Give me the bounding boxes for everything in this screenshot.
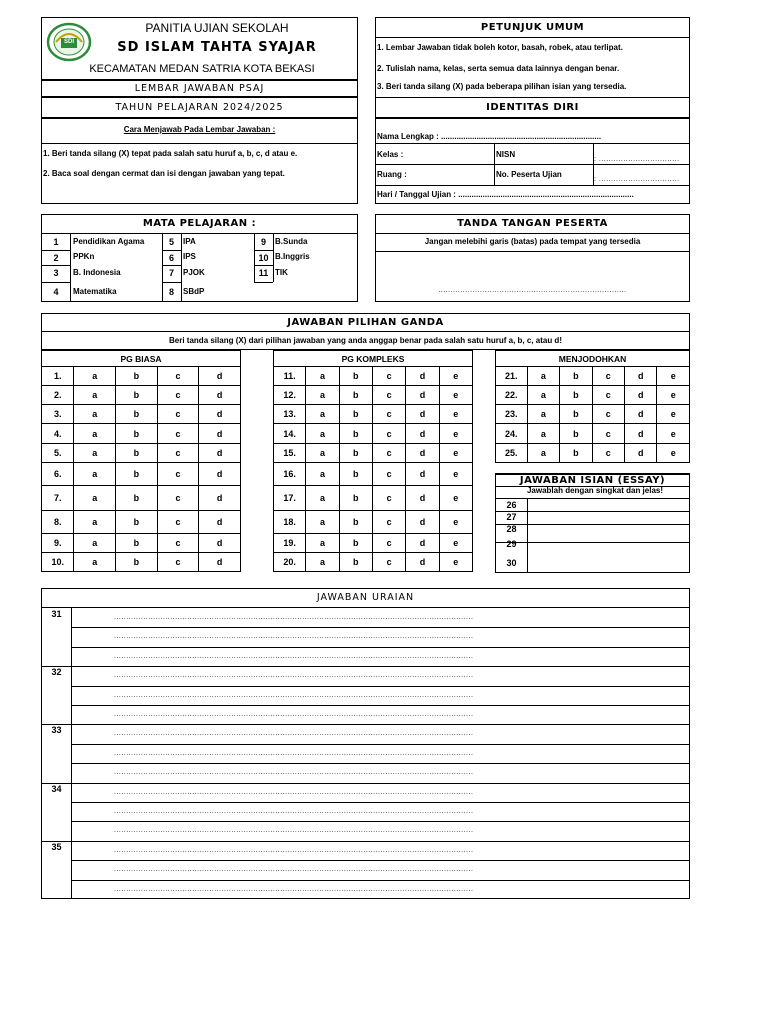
answer-row — [42, 424, 241, 444]
table-title: PG BIASA — [42, 351, 241, 367]
description-title: JAWABAN URAIAN — [41, 588, 690, 608]
answer-option-b[interactable]: b — [116, 463, 158, 486]
answer-row — [496, 444, 690, 463]
question-number: 24. — [496, 424, 528, 444]
answer-option-a[interactable]: a — [74, 424, 116, 444]
description-number: 34 — [51, 783, 62, 794]
answer-row — [496, 424, 690, 444]
subject-name: PPKn — [73, 252, 95, 261]
instruction-3: 3. Beri tanda silang (X) pada beberapa pilihan isian yang tersedia. — [377, 82, 627, 91]
description-answer-line[interactable]: ................................................................................................................................................... — [114, 652, 474, 660]
how-to-title: Cara Menjawab Pada Lembar Jawaban : — [123, 125, 276, 134]
answer-row — [274, 444, 473, 463]
signature-note: Jangan melebihi garis (batas) pada tempat yang tersedia — [424, 237, 641, 246]
answer-option-a[interactable]: a — [74, 367, 116, 386]
answer-row — [274, 424, 473, 444]
description-answer-line[interactable]: ................................................................................................................................................... — [114, 711, 474, 718]
answer-row — [42, 386, 241, 405]
subjects-box — [41, 233, 358, 302]
answer-option-a[interactable]: a — [74, 511, 116, 534]
answer-option-c[interactable]: c — [372, 367, 405, 386]
answer-option-b[interactable]: b — [339, 534, 372, 553]
question-number: 17. — [274, 486, 306, 511]
answer-option-e[interactable]: e — [439, 405, 472, 424]
answer-option-c[interactable]: c — [372, 424, 405, 444]
date-field[interactable]: Hari / Tanggal Ujian : ............................................................................... — [377, 190, 634, 199]
answer-option-b[interactable]: b — [116, 444, 158, 463]
question-number: 20. — [274, 553, 306, 572]
description-answer-line[interactable]: ................................................................................................................................................... — [114, 885, 474, 893]
answer-option-c[interactable]: c — [592, 405, 624, 424]
answer-option-a[interactable]: a — [527, 386, 559, 405]
answer-option-d[interactable]: d — [199, 367, 241, 386]
answer-option-d[interactable]: d — [199, 444, 241, 463]
question-number: 14. — [274, 424, 306, 444]
subject-name[interactable]: IPA — [183, 237, 196, 246]
answer-option-b[interactable]: b — [560, 444, 592, 463]
essay-box — [495, 486, 690, 573]
general-instructions-title: PETUNJUK UMUM — [375, 17, 690, 38]
answer-option-a[interactable]: a — [306, 534, 339, 553]
logo-text: SDI — [63, 39, 74, 45]
answer-option-c[interactable]: c — [592, 367, 624, 386]
answer-option-d[interactable]: d — [406, 553, 439, 572]
question-number: 16. — [274, 463, 306, 486]
how-to-step-1: 1. Beri tanda silang (X) tepat pada salah satu huruf a, b, c, d atau e. — [43, 149, 298, 158]
question-number: 2. — [42, 386, 74, 405]
answer-option-b[interactable]: b — [339, 553, 372, 572]
question-number: 22. — [496, 386, 528, 405]
answer-row — [274, 511, 473, 534]
school-header — [41, 17, 358, 80]
answer-row — [42, 444, 241, 463]
subject-no: 7 — [168, 268, 174, 278]
nisn-field[interactable]: : ................................. — [594, 156, 680, 163]
answer-option-a[interactable]: a — [527, 444, 559, 463]
description-number: 35 — [51, 841, 62, 852]
description-answer-line[interactable]: ................................................................................................................................................... — [114, 846, 474, 854]
table-title: PG KOMPLEKS — [274, 351, 473, 367]
answer-option-c[interactable]: c — [157, 386, 199, 405]
answer-option-d[interactable]: d — [199, 424, 241, 444]
answer-option-b[interactable]: b — [116, 486, 158, 511]
answer-option-d[interactable]: d — [199, 386, 241, 405]
answer-option-b[interactable]: b — [339, 511, 372, 534]
mc-instruction: Beri tanda silang (X) dari pilihan jawaban yang anda anggap benar pada salah satu huruf a, b, c, atau d! — [41, 331, 690, 350]
answer-option-b[interactable]: b — [339, 424, 372, 444]
subject-no: 4 — [53, 287, 59, 297]
question-number: 12. — [274, 386, 306, 405]
essay-no: 26 — [506, 500, 517, 510]
identity-box — [375, 118, 690, 204]
answer-option-e[interactable]: e — [657, 444, 690, 463]
question-number: 25. — [496, 444, 528, 463]
answer-option-c[interactable]: c — [592, 386, 624, 405]
answer-option-d[interactable]: d — [625, 405, 657, 424]
answer-option-d[interactable]: d — [406, 463, 439, 486]
subject-name: Matematika — [73, 287, 117, 296]
school-name: SD ISLAM TAHTA SYAJAR — [117, 40, 317, 55]
name-field[interactable]: Nama Lengkap : ........................................................................ — [377, 132, 602, 141]
essay-title: JAWABAN ISIAN (ESSAY) — [495, 473, 690, 487]
question-number: 3. — [42, 405, 74, 424]
description-answer-line[interactable]: ................................................................................................................................................... — [114, 866, 474, 874]
answer-option-b[interactable]: b — [339, 444, 372, 463]
question-number: 8. — [42, 511, 74, 534]
answer-option-a[interactable]: a — [527, 424, 559, 444]
exam-no-label: No. Peserta Ujian — [496, 170, 562, 179]
subject-no: 1 — [53, 237, 59, 247]
answer-option-b[interactable]: b — [339, 386, 372, 405]
description-answer-line[interactable]: ................................................................................................................................................... — [114, 788, 474, 796]
answer-option-d[interactable]: d — [199, 486, 241, 511]
answer-option-b[interactable]: b — [116, 424, 158, 444]
essay-answer-field[interactable] — [528, 499, 689, 511]
answer-option-b[interactable]: b — [339, 486, 372, 511]
description-answer-line[interactable]: ................................................................................................................................................... — [114, 730, 474, 738]
description-number: 31 — [51, 609, 62, 619]
essay-answer-field[interactable] — [528, 512, 689, 524]
answer-option-a[interactable]: a — [306, 405, 339, 424]
answer-option-c[interactable]: c — [592, 424, 624, 444]
answer-option-a[interactable]: a — [74, 553, 116, 572]
school-district: KECAMATAN MEDAN SATRIA KOTA BEKASI — [89, 63, 315, 75]
answer-option-c[interactable]: c — [372, 511, 405, 534]
question-number: 10. — [42, 553, 74, 572]
description-box — [41, 607, 690, 899]
answer-option-c[interactable]: c — [372, 486, 405, 511]
answer-option-b[interactable]: b — [116, 534, 158, 553]
question-number: 5. — [42, 444, 74, 463]
pg-biasa-table — [41, 350, 241, 572]
general-instructions — [375, 38, 690, 98]
answer-option-b[interactable]: b — [339, 463, 372, 486]
answer-option-e[interactable]: e — [657, 405, 690, 424]
answer-option-c[interactable]: c — [157, 463, 199, 486]
answer-option-b[interactable]: b — [116, 511, 158, 534]
answer-option-a[interactable]: a — [527, 367, 559, 386]
answer-row — [274, 405, 473, 424]
answer-option-d[interactable]: d — [406, 486, 439, 511]
answer-option-e[interactable]: e — [657, 424, 690, 444]
answer-row — [274, 367, 473, 386]
answer-option-d[interactable]: d — [625, 386, 657, 405]
answer-option-e[interactable]: e — [439, 424, 472, 444]
answer-row — [274, 486, 473, 511]
answer-option-d[interactable]: d — [625, 424, 657, 444]
answer-option-e[interactable]: e — [439, 386, 472, 405]
answer-option-e[interactable]: e — [439, 553, 472, 572]
signature-box[interactable] — [375, 233, 690, 302]
class-field[interactable]: Kelas : — [377, 150, 404, 159]
question-number: 4. — [42, 424, 74, 444]
pg-kompleks-table — [273, 350, 473, 572]
description-answer-line[interactable]: ................................................................................................................................................... — [114, 769, 474, 777]
essay-no: 30 — [506, 558, 517, 568]
answer-option-e[interactable]: e — [439, 534, 472, 553]
answer-row — [274, 463, 473, 486]
subject-no: 9 — [260, 237, 266, 247]
answer-row — [496, 367, 690, 386]
answer-option-d[interactable]: d — [199, 511, 241, 534]
answer-option-c[interactable]: c — [157, 405, 199, 424]
answer-option-c[interactable]: c — [157, 486, 199, 511]
nisn-label: NISN — [496, 150, 516, 159]
table-title: MENJODOHKAN — [496, 351, 690, 367]
question-number: 18. — [274, 511, 306, 534]
answer-option-a[interactable]: a — [306, 367, 339, 386]
answer-row — [496, 405, 690, 424]
subject-name: B. Indonesia — [73, 268, 121, 277]
subject-no: 8 — [168, 287, 174, 297]
subject-no: 2 — [53, 253, 59, 263]
answer-row — [42, 511, 241, 534]
answer-option-b[interactable]: b — [560, 405, 592, 424]
answer-option-d[interactable]: d — [199, 405, 241, 424]
essay-no: 29 — [506, 539, 517, 549]
answer-option-b[interactable]: b — [339, 405, 372, 424]
answer-option-a[interactable]: a — [306, 553, 339, 572]
answer-row — [42, 553, 241, 572]
question-number: 13. — [274, 405, 306, 424]
answer-option-b[interactable]: b — [116, 405, 158, 424]
subject-name[interactable]: B.Sunda — [275, 237, 308, 246]
subject-name[interactable]: PJOK — [183, 268, 205, 277]
answer-option-a[interactable]: a — [306, 424, 339, 444]
answer-row — [42, 367, 241, 386]
exam-no-field[interactable]: : ................................. — [594, 176, 680, 183]
answer-option-d[interactable]: d — [406, 386, 439, 405]
how-to-step-2: 2. Baca soal dengan cermat dan isi dengan jawaban yang tepat. — [43, 169, 285, 178]
answer-row — [274, 386, 473, 405]
question-number: 15. — [274, 444, 306, 463]
matching-table — [495, 350, 690, 463]
subject-no: 10 — [258, 253, 269, 263]
answer-option-a[interactable]: a — [74, 534, 116, 553]
answer-option-a[interactable]: a — [74, 463, 116, 486]
question-number: 6. — [42, 463, 74, 486]
answer-row — [496, 386, 690, 405]
essay-answer-field[interactable] — [528, 557, 689, 573]
signature-line[interactable]: ............................................................................. — [438, 287, 627, 294]
answer-option-b[interactable]: b — [560, 424, 592, 444]
question-number: 19. — [274, 534, 306, 553]
answer-option-a[interactable]: a — [306, 386, 339, 405]
question-number: 9. — [42, 534, 74, 553]
answer-option-a[interactable]: a — [74, 405, 116, 424]
answer-option-e[interactable]: e — [439, 444, 472, 463]
question-number: 7. — [42, 486, 74, 511]
answer-option-c[interactable]: c — [372, 534, 405, 553]
question-number: 11. — [274, 367, 306, 386]
answer-option-a[interactable]: a — [306, 444, 339, 463]
how-to-divider — [42, 143, 357, 144]
description-answer-line[interactable]: ................................................................................................................................................... — [114, 827, 474, 835]
answer-option-b[interactable]: b — [560, 386, 592, 405]
answer-option-e[interactable]: e — [439, 486, 472, 511]
description-answer-line[interactable]: ................................................................................................................................................... — [114, 691, 474, 699]
answer-option-c[interactable]: c — [157, 553, 199, 572]
description-answer-line[interactable]: ................................................................................................................................................... — [114, 672, 474, 680]
room-field[interactable]: Ruang : — [377, 170, 407, 179]
subject-name[interactable]: TIK — [275, 268, 288, 277]
instruction-1: 1. Lembar Jawaban tidak boleh kotor, basah, robek, atau terlipat. — [377, 43, 623, 52]
answer-option-c[interactable]: c — [157, 367, 199, 386]
subject-name[interactable]: IPS — [183, 252, 196, 261]
answer-option-d[interactable]: d — [406, 511, 439, 534]
committee-title: PANITIA UJIAN SEKOLAH — [145, 21, 289, 35]
answer-option-c[interactable]: c — [592, 444, 624, 463]
subject-no: 11 — [258, 268, 269, 278]
subject-no: 6 — [168, 253, 174, 263]
how-to-box — [41, 118, 358, 204]
answer-option-c[interactable]: c — [372, 444, 405, 463]
subject-name: Pendidikan Agama — [73, 237, 145, 246]
answer-option-c[interactable]: c — [157, 424, 199, 444]
subjects-title: MATA PELAJARAN : — [41, 214, 358, 234]
answer-option-b[interactable]: b — [339, 367, 372, 386]
answer-option-b[interactable]: b — [560, 367, 592, 386]
subject-no: 3 — [53, 268, 59, 278]
identity-title: IDENTITAS DIRI — [375, 97, 690, 118]
answer-option-d[interactable]: d — [199, 463, 241, 486]
answer-option-c[interactable]: c — [372, 553, 405, 572]
answer-row — [42, 486, 241, 511]
essay-answer-field[interactable] — [528, 525, 689, 542]
answer-option-d[interactable]: d — [406, 424, 439, 444]
signature-title: TANDA TANGAN PESERTA — [375, 214, 690, 234]
subject-no: 5 — [168, 237, 174, 247]
essay-subtitle: Jawablah dengan singkat dan jelas! — [526, 486, 664, 495]
answer-option-e[interactable]: e — [439, 511, 472, 534]
subject-name[interactable]: B.Inggris — [275, 252, 310, 261]
essay-answer-field[interactable] — [528, 543, 689, 557]
answer-option-e[interactable]: e — [657, 386, 690, 405]
description-answer-line[interactable]: ................................................................................................................................................... — [114, 633, 474, 641]
answer-option-a[interactable]: a — [306, 463, 339, 486]
question-number: 1. — [42, 367, 74, 386]
school-year: TAHUN PELAJARAN 2024/2025 — [41, 97, 358, 118]
essay-no: 27 — [506, 512, 517, 522]
answer-option-a[interactable]: a — [74, 486, 116, 511]
answer-option-d[interactable]: d — [199, 553, 241, 572]
question-number: 21. — [496, 367, 528, 386]
answer-option-e[interactable]: e — [439, 463, 472, 486]
answer-row — [42, 463, 241, 486]
answer-row — [274, 534, 473, 553]
answer-option-b[interactable]: b — [116, 386, 158, 405]
answer-option-e[interactable]: e — [439, 367, 472, 386]
mc-title: JAWABAN PILIHAN GANDA — [41, 313, 690, 332]
answer-option-b[interactable]: b — [116, 553, 158, 572]
answer-option-d[interactable]: d — [406, 534, 439, 553]
instruction-2: 2. Tulislah nama, kelas, serta semua data lainnya dengan benar. — [377, 64, 620, 73]
answer-row — [42, 405, 241, 424]
answer-option-d[interactable]: d — [199, 534, 241, 553]
description-answer-line[interactable]: ................................................................................................................................................... — [114, 749, 474, 757]
sheet-title: LEMBAR JAWABAN PSAJ — [41, 80, 358, 97]
answer-option-a[interactable]: a — [306, 511, 339, 534]
description-number: 33 — [51, 725, 62, 736]
description-answer-line[interactable]: ................................................................................................................................................... — [114, 808, 474, 815]
essay-no: 28 — [506, 524, 517, 534]
answer-option-c[interactable]: c — [372, 386, 405, 405]
answer-option-a[interactable]: a — [74, 444, 116, 463]
answer-row — [274, 553, 473, 572]
answer-option-d[interactable]: d — [406, 367, 439, 386]
subject-name[interactable]: SBdP — [183, 287, 205, 296]
answer-option-a[interactable]: a — [74, 386, 116, 405]
answer-option-c[interactable]: c — [372, 463, 405, 486]
answer-option-d[interactable]: d — [406, 444, 439, 463]
question-number: 23. — [496, 405, 528, 424]
answer-row — [42, 534, 241, 553]
answer-option-d[interactable]: d — [406, 405, 439, 424]
answer-option-c[interactable]: c — [157, 534, 199, 553]
description-answer-line[interactable]: ................................................................................................................................................... — [114, 614, 474, 621]
answer-option-b[interactable]: b — [116, 367, 158, 386]
description-number: 32 — [51, 667, 62, 678]
answer-option-d[interactable]: d — [625, 444, 657, 463]
answer-option-e[interactable]: e — [657, 367, 690, 386]
answer-option-d[interactable]: d — [625, 367, 657, 386]
answer-option-a[interactable]: a — [527, 405, 559, 424]
answer-option-c[interactable]: c — [157, 511, 199, 534]
answer-option-c[interactable]: c — [157, 444, 199, 463]
answer-option-c[interactable]: c — [372, 405, 405, 424]
answer-option-a[interactable]: a — [306, 486, 339, 511]
